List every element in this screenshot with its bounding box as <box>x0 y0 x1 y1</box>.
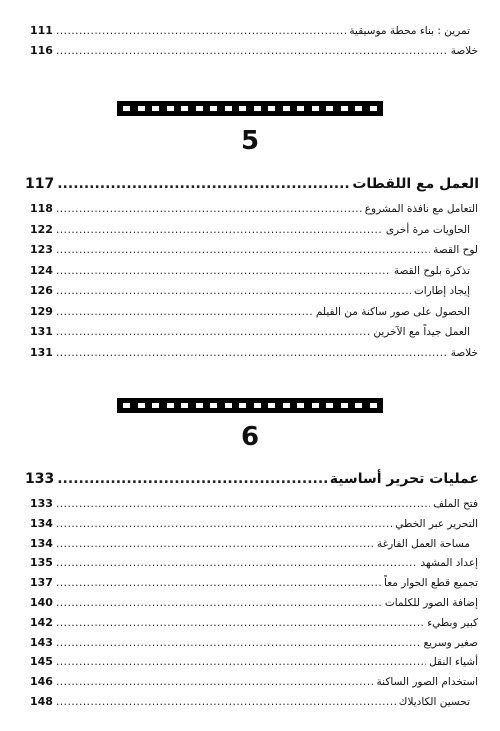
entry-page-number: 134 <box>30 536 53 550</box>
entry-page-number: 133 <box>30 497 53 510</box>
dot-leader <box>56 634 421 652</box>
entry-title: تجميع قطع الحوار معاً <box>384 577 478 590</box>
toc-entry <box>30 693 478 711</box>
dot-leader <box>56 673 374 691</box>
dot-leader <box>56 241 430 259</box>
dot-leader <box>56 344 448 362</box>
entry-title: الحصول على صور ساكنة من الفيلم <box>315 305 470 318</box>
entry-page-number: 135 <box>30 556 53 570</box>
chapter-title: العمل مع اللقطات <box>352 176 479 192</box>
entry-page-number: 111 <box>30 24 53 37</box>
dot-leader <box>56 495 430 513</box>
chapter-page-number: 133 <box>25 471 55 487</box>
entry-page-number: 123 <box>30 243 53 256</box>
entry-page-number: 131 <box>30 345 53 359</box>
entry-title: التحرير عبر الخطي <box>395 517 478 530</box>
entry-title: كبير وبطيء <box>427 616 478 629</box>
dot-leader <box>56 535 374 553</box>
dot-leader <box>56 282 411 300</box>
entry-title: تذكرة بلوح القصة <box>393 264 470 277</box>
toc-entry <box>30 614 478 632</box>
chapter-number: 5 <box>240 126 260 156</box>
toc-entry <box>30 574 478 592</box>
entry-page-number: 148 <box>30 695 53 708</box>
entry-title: مساحة العمل الفارغة <box>376 537 470 550</box>
entry-title: الحاويات مرة أخرى <box>385 223 470 236</box>
dot-leader <box>56 323 370 341</box>
entry-page-number: 134 <box>30 516 53 530</box>
entry-title: خلاصة <box>450 346 478 359</box>
entry-title: إعداد المشهد <box>420 557 478 570</box>
dot-leader <box>56 42 448 60</box>
entry-title: فتح الملف <box>433 498 478 510</box>
filmstrip-divider <box>117 398 383 413</box>
entry-title: إضافة الصور للكلمات <box>384 597 478 609</box>
dot-leader <box>56 554 418 572</box>
entry-page-number: 131 <box>30 325 53 338</box>
entry-page-number: 140 <box>30 596 53 609</box>
toc-entry <box>30 323 478 341</box>
toc-entry <box>30 282 478 300</box>
entry-title: إيجاد إطارات <box>413 285 470 297</box>
toc-entry <box>30 634 478 652</box>
dot-leader <box>56 303 313 321</box>
dot-leader <box>56 515 392 533</box>
chapter-number: 6 <box>240 422 260 452</box>
entry-title: التعامل مع نافذة المشروع <box>364 203 478 215</box>
toc-entry <box>30 303 478 321</box>
entry-page-number: 122 <box>30 222 53 236</box>
entry-title: استخدام الصور الساكنة <box>376 676 478 689</box>
toc-entry <box>30 554 478 572</box>
entry-title: العمل جيداً مع الآخرين <box>373 326 470 338</box>
dot-leader <box>56 614 424 632</box>
dot-leader <box>56 574 381 592</box>
toc-entry <box>30 221 478 239</box>
chapter-heading <box>25 468 479 490</box>
entry-page-number: 126 <box>30 284 53 297</box>
entry-page-number: 143 <box>30 635 53 649</box>
dot-leader <box>56 594 382 612</box>
toc-entry <box>30 594 478 612</box>
dot-leader <box>56 262 391 280</box>
dot-leader <box>56 200 362 218</box>
entry-title: خلاصة <box>450 45 478 57</box>
entry-page-number: 146 <box>30 675 53 689</box>
chapter-page-number: 117 <box>25 176 55 192</box>
entry-title: تحسين الكاديلاك <box>398 696 470 708</box>
dot-leader <box>56 22 346 40</box>
dot-leader <box>56 693 396 711</box>
toc-entry <box>30 262 478 280</box>
entry-page-number: 137 <box>30 576 53 590</box>
toc-entry <box>30 535 478 553</box>
entry-title: لوح القصة <box>433 244 478 256</box>
toc-entry <box>30 495 478 513</box>
dot-leader <box>56 221 383 239</box>
entry-page-number: 142 <box>30 615 53 629</box>
entry-page-number: 124 <box>30 263 53 277</box>
dot-leader <box>57 173 349 195</box>
entry-page-number: 145 <box>30 655 53 669</box>
dot-leader <box>56 653 426 671</box>
toc-entry <box>30 515 478 533</box>
toc-entry <box>30 200 478 218</box>
toc-entry <box>30 42 478 60</box>
toc-entry <box>30 673 478 691</box>
dot-leader <box>57 468 326 490</box>
toc-entry <box>30 241 478 259</box>
chapter-heading <box>25 173 479 195</box>
entry-title: صغير وسريع <box>423 636 478 649</box>
toc-entry <box>30 653 478 671</box>
toc-entry <box>30 344 478 362</box>
chapter-title: عمليات تحرير أساسية <box>329 471 479 487</box>
entry-title: أشياء النقل <box>429 656 478 669</box>
entry-page-number: 116 <box>30 44 53 57</box>
entry-title: تمرين : بناء محطة موسيقية <box>349 25 470 37</box>
entry-page-number: 129 <box>30 304 53 318</box>
entry-page-number: 118 <box>30 202 53 215</box>
filmstrip-divider <box>117 101 383 116</box>
toc-entry <box>30 22 478 40</box>
